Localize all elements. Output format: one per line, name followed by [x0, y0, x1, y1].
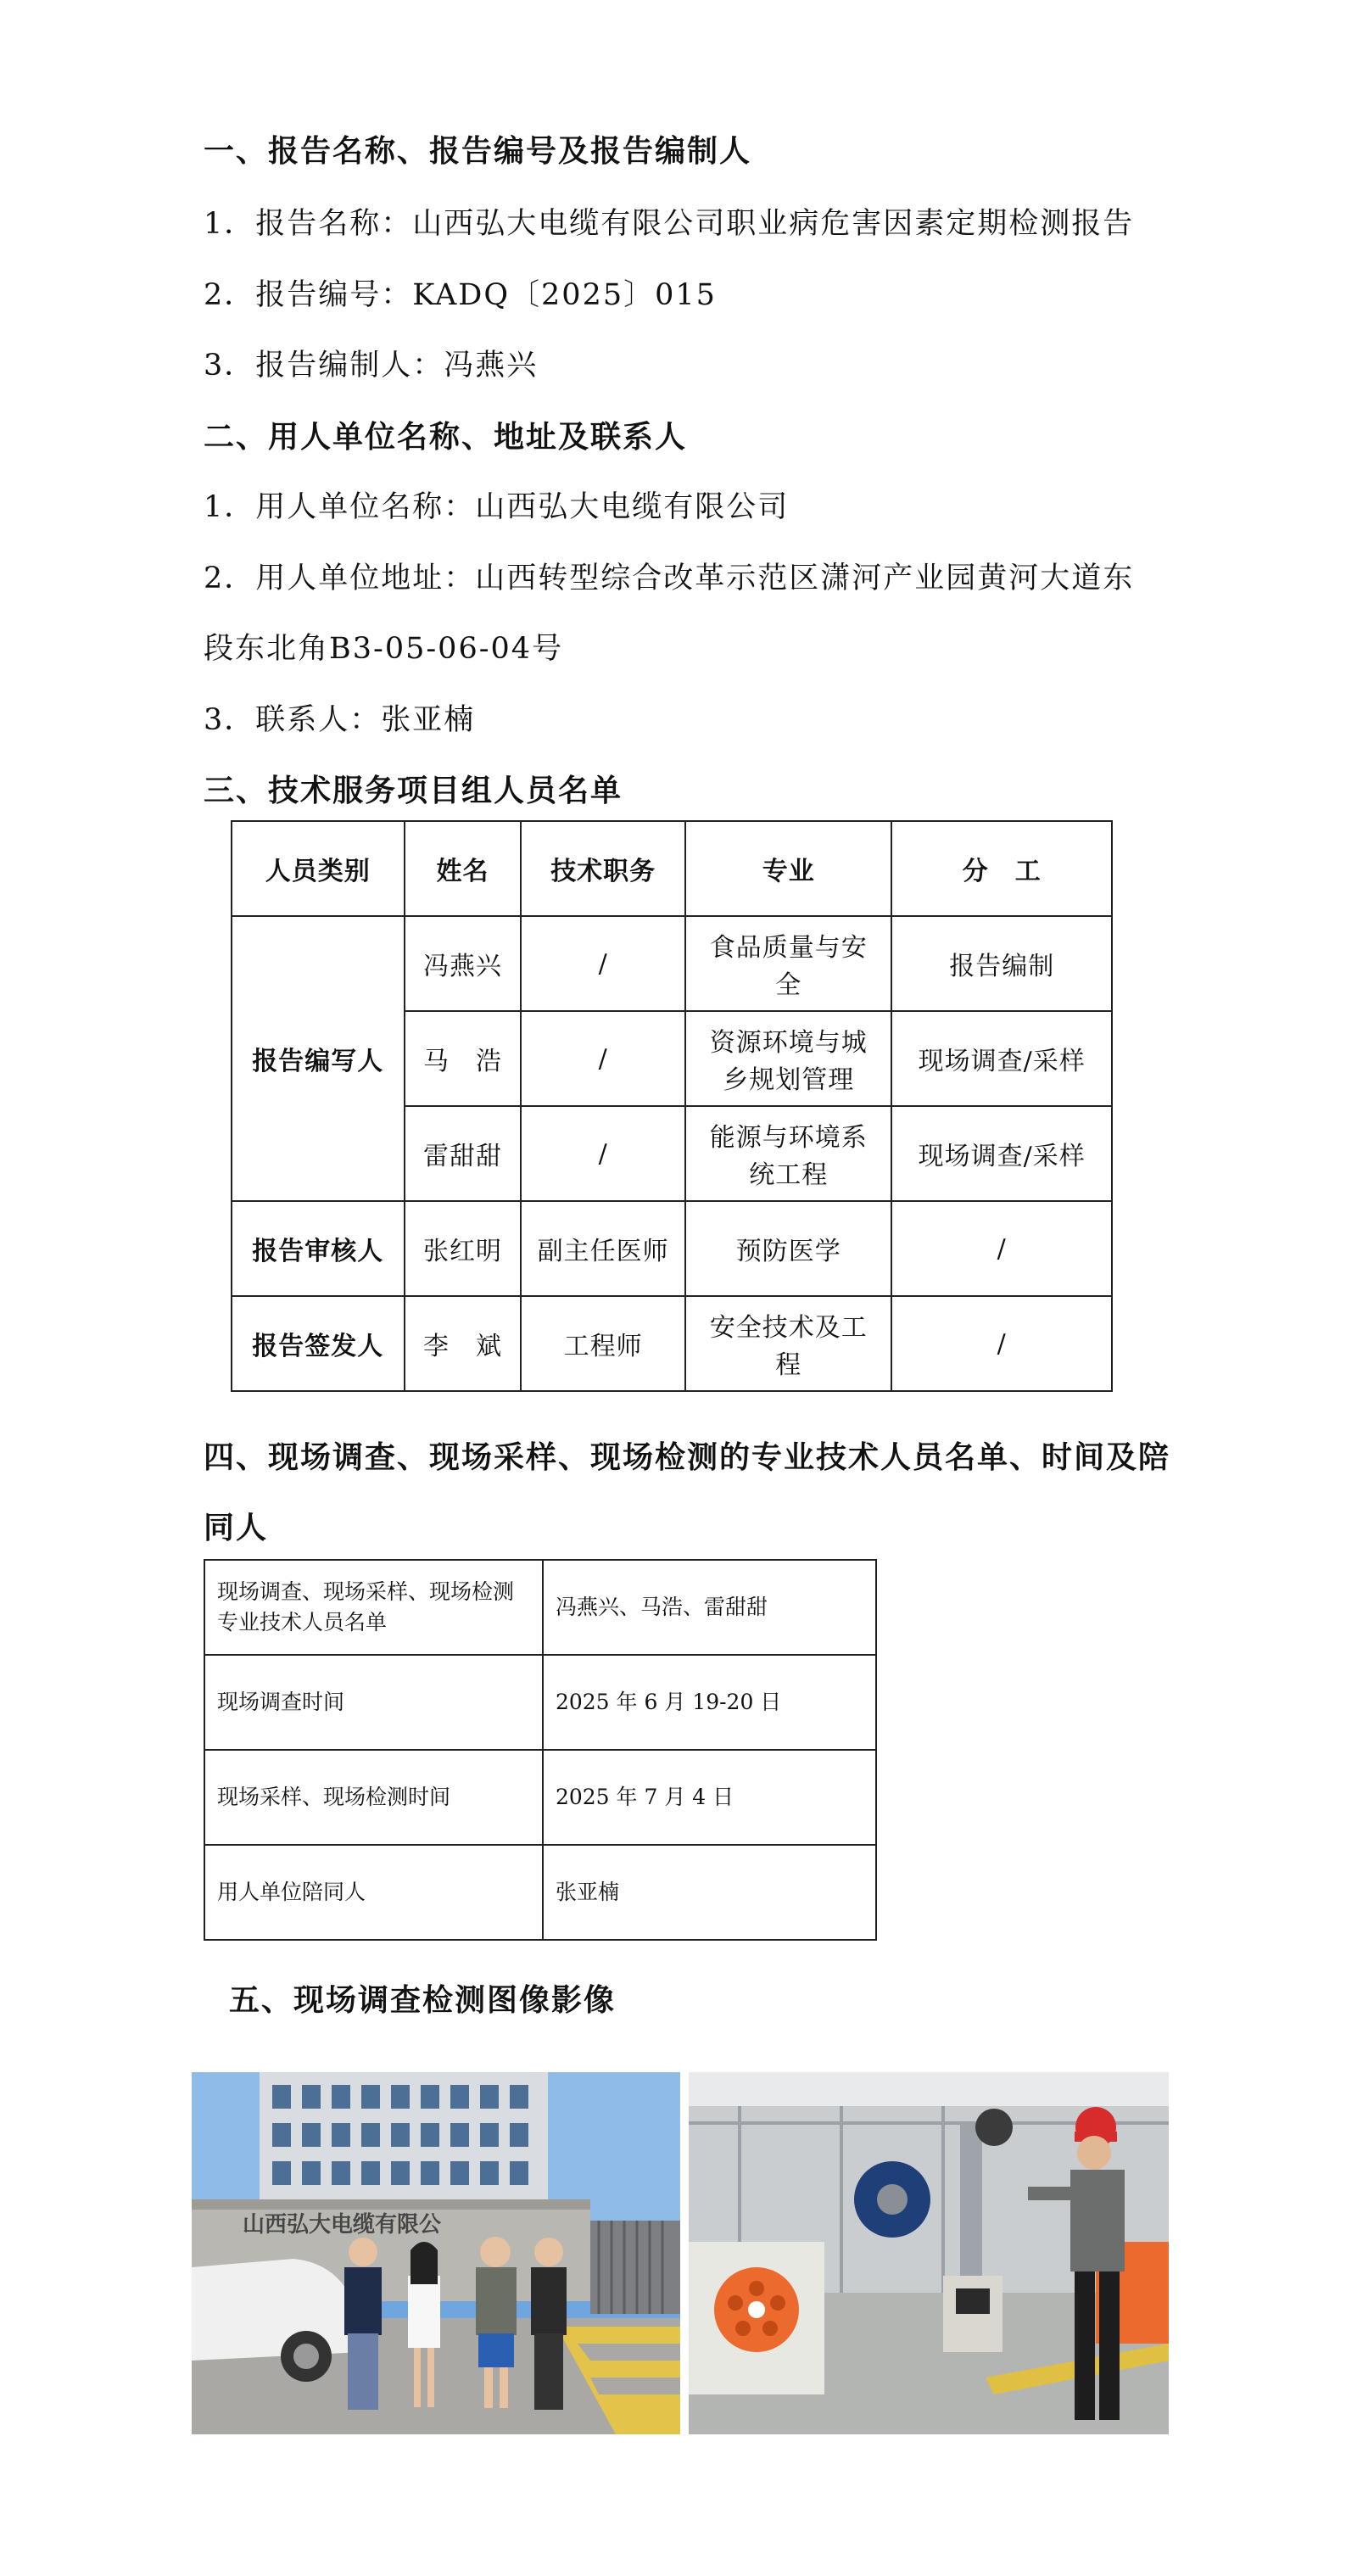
staff-table [231, 820, 1113, 1392]
staff-table-header [232, 821, 1112, 916]
report-number-line: 2．报告编号：KADQ〔2025〕015 [204, 278, 717, 312]
cell-name: 张红明 [405, 1201, 522, 1296]
table-row [232, 1201, 1112, 1296]
header-category: 人员类别 [232, 821, 405, 916]
table-row [204, 1655, 876, 1750]
cell-title: 副主任医师 [521, 1201, 685, 1296]
survey-table [204, 1559, 877, 1941]
employer-address-line: 2．用人单位地址：山西转型综合改革示范区潇河产业园黄河大道东 [204, 562, 1135, 595]
table-row [204, 1750, 876, 1845]
survey-value: 冯燕兴、马浩、雷甜甜 [543, 1560, 876, 1655]
cell-name: 冯燕兴 [405, 916, 522, 1011]
cell-title: / [521, 1011, 685, 1106]
cell-duty: 现场调查/采样 [891, 1011, 1112, 1106]
table-row [204, 1845, 876, 1940]
section2-heading: 二、用人单位名称、地址及联系人 [204, 419, 688, 455]
survey-label: 用人单位陪同人 [204, 1845, 543, 1940]
cell-duty: / [891, 1296, 1112, 1391]
employer-address-line-2: 段东北角B3-05-06-04号 [204, 632, 564, 666]
report-author-line: 3．报告编制人：冯燕兴 [204, 349, 539, 383]
cell-major: 食品质量与安 全 [685, 916, 891, 1011]
cell-duty: / [891, 1201, 1112, 1296]
section3-heading: 三、技术服务项目组人员名单 [204, 773, 623, 808]
table-row [204, 1560, 876, 1655]
cell-major: 预防医学 [685, 1201, 891, 1296]
section5-heading: 五、现场调查检测图像影像 [229, 1982, 617, 2018]
cell-title: / [521, 916, 685, 1011]
section1-heading: 一、报告名称、报告编号及报告编制人 [204, 133, 752, 169]
site-photo-workshop [689, 2072, 1169, 2434]
cell-duty: 报告编制 [891, 916, 1112, 1011]
cell-name: 马 浩 [405, 1011, 522, 1106]
cell-title: 工程师 [521, 1296, 685, 1391]
contact-line: 3．联系人：张亚楠 [204, 703, 476, 737]
category-issuer: 报告签发人 [232, 1296, 405, 1391]
survey-value: 2025 年 7 月 4 日 [543, 1750, 876, 1845]
table-row [232, 1296, 1112, 1391]
cell-major: 资源环境与城 乡规划管理 [685, 1011, 891, 1106]
category-reviewer: 报告审核人 [232, 1201, 405, 1296]
cell-duty: 现场调查/采样 [891, 1106, 1112, 1201]
cell-name: 李 斌 [405, 1296, 522, 1391]
survey-label: 现场采样、现场检测时间 [204, 1750, 543, 1845]
header-name: 姓名 [405, 821, 522, 916]
report-name-line: 1．报告名称：山西弘大电缆有限公司职业病危害因素定期检测报告 [204, 207, 1135, 241]
survey-label: 现场调查时间 [204, 1655, 543, 1750]
company-sign-text: 山西弘大电缆有限公 [243, 2212, 442, 2238]
header-title: 技术职务 [521, 821, 685, 916]
header-major: 专业 [685, 821, 891, 916]
cell-major: 安全技术及工 程 [685, 1296, 891, 1391]
survey-value: 2025 年 6 月 19-20 日 [543, 1655, 876, 1750]
category-writers: 报告编写人 [232, 916, 405, 1201]
cell-title: / [521, 1106, 685, 1201]
survey-label: 现场调查、现场采样、现场检测 专业技术人员名单 [204, 1560, 543, 1655]
cell-name: 雷甜甜 [405, 1106, 522, 1201]
section4-heading: 四、现场调查、现场采样、现场检测的专业技术人员名单、时间及陪 [204, 1439, 1171, 1475]
header-duty: 分 工 [891, 821, 1112, 916]
section4-heading-2: 同人 [204, 1510, 269, 1545]
employer-name-line: 1．用人单位名称：山西弘大电缆有限公司 [204, 490, 790, 524]
survey-value: 张亚楠 [543, 1845, 876, 1940]
table-row [232, 916, 1112, 1011]
site-photo-entrance [192, 2072, 680, 2434]
cell-major: 能源与环境系 统工程 [685, 1106, 891, 1201]
